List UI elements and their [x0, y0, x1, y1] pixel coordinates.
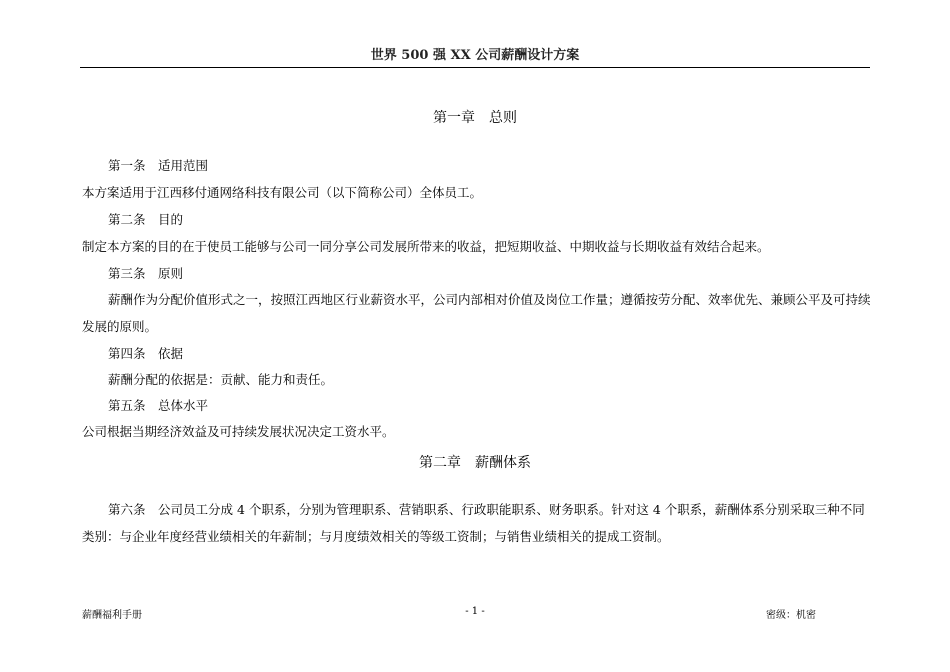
- article-2-title: 第二条 目的: [108, 212, 184, 227]
- article-3-body: 薪酬作为分配价值形式之一，按照江西地区行业薪资水平，公司内部相对价值及岗位工作量；遵循按劳分配、效率优先、兼顾公平及可持续发展的原则。: [82, 292, 871, 334]
- chapter-1-heading: 第一章 总则: [433, 110, 517, 126]
- chapter-2-heading: 第二章 薪酬体系: [419, 455, 531, 471]
- article-4-body: 薪酬分配的依据是：贡献、能力和责任。: [108, 372, 334, 387]
- footer-classification: 密级：机密: [766, 610, 816, 621]
- article-1-body: 本方案适用于江西移付通网络科技有限公司（以下简称公司）全体员工。: [82, 185, 483, 200]
- article-4-title: 第四条 依据: [108, 346, 184, 361]
- article-5-body: 公司根据当期经济效益及可持续发展状况决定工资水平。: [82, 424, 395, 439]
- page-number: - 1 -: [465, 606, 485, 617]
- header-divider: [80, 67, 870, 68]
- article-1-title: 第一条 适用范围: [108, 158, 209, 173]
- article-5-title: 第五条 总体水平: [108, 398, 209, 413]
- header-title: 世界 500 强 XX 公司薪酬设计方案: [370, 48, 580, 63]
- article-6-body: 第六条 公司员工分成 4 个职系，分别为管理职系、营销职系、行政职能职系、财务职系。针对这 4 个职系，薪酬体系分别采取三种不同类别：与企业年度经营业绩相关的年薪制；与月度绩效相关的等级工资制；与销售业绩相关的提成工资制。: [82, 502, 865, 544]
- article-2-body: 制定本方案的目的在于使员工能够与公司一同分享公司发展所带来的收益，把短期收益、中期收益与长期收益有效结合起来。: [82, 239, 770, 254]
- footer-left-text: 薪酬福利手册: [82, 610, 142, 621]
- article-3-title: 第三条 原则: [108, 266, 184, 281]
